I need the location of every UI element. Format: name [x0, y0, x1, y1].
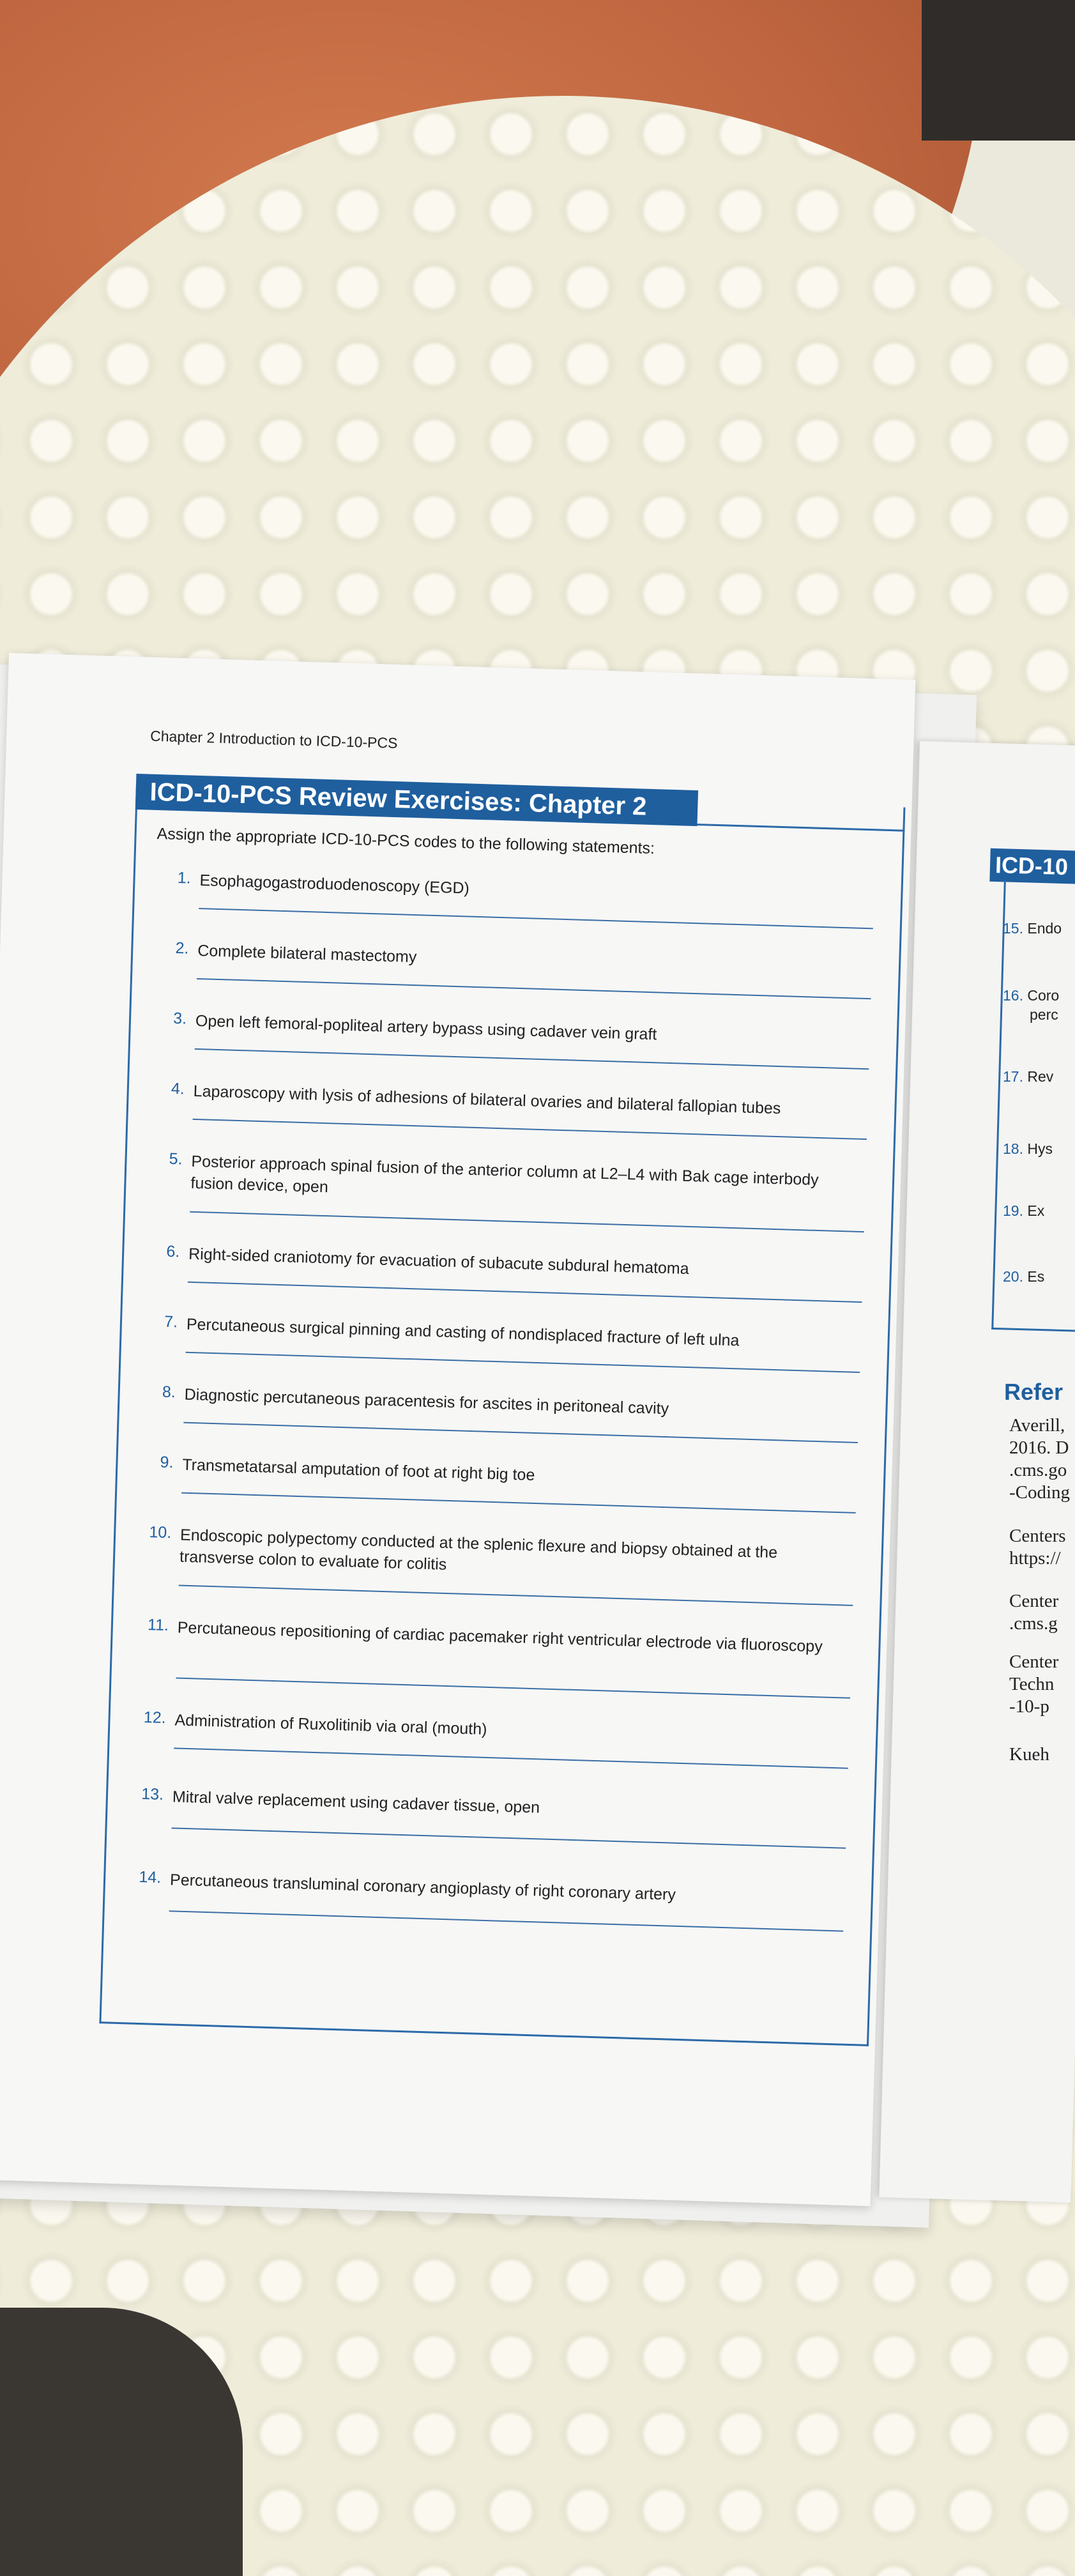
reference-line: .cms.go: [1009, 1460, 1067, 1480]
right-page-box: [991, 880, 1075, 1332]
exercise-number: 8.: [162, 1383, 176, 1402]
reference-line: Center: [1009, 1591, 1059, 1611]
exercise-number: 7.: [164, 1312, 178, 1331]
right-page-item: 19. Ex: [1003, 1202, 1045, 1219]
reference-line: Centers: [1009, 1526, 1066, 1546]
right-page-title: ICD-10: [989, 848, 1075, 884]
exercise-number: 13.: [141, 1784, 164, 1804]
exercise-text: Percutaneous surgical pinning and casting of nondisplaced fracture of left ulna: [186, 1315, 740, 1350]
exercise-text: Diagnostic percutaneous paracentesis for ascites in peritoneal cavity: [184, 1385, 669, 1418]
exercise-number: 6.: [166, 1242, 180, 1261]
exercise-number: 5.: [169, 1149, 183, 1169]
exercise-number: 2.: [175, 939, 189, 958]
page-title: ICD-10-PCS Review Exercises: Chapter 2: [135, 774, 698, 826]
reference-line: Center: [1009, 1652, 1059, 1672]
reference-line: -Coding: [1009, 1482, 1071, 1503]
exercise-text: Right-sided craniotomy for evacuation of subacute subdural hematoma: [188, 1245, 690, 1278]
exercise-number: 14.: [139, 1867, 162, 1887]
right-page-item: perc: [1030, 1006, 1058, 1023]
right-page-item: 18. Hys: [1003, 1140, 1053, 1157]
exercise-text: Administration of Ruxolitinib via oral (mouth): [174, 1711, 487, 1738]
exercise-text: Posterior approach spinal fusion of the anterior column at L2–L4 with Bak cage interbody fusion device, open: [190, 1152, 820, 1197]
textbook-page: [0, 653, 915, 2206]
instruction-text: Assign the appropriate ICD-10-PCS codes to the following statements:: [156, 825, 655, 858]
exercise-number: 3.: [172, 1009, 187, 1028]
dark-corner: [922, 0, 1075, 141]
right-page-item: 15. Endo: [1003, 920, 1062, 937]
exercise-text: Mitral valve replacement using cadaver tissue, open: [172, 1788, 540, 1817]
exercise-number: 12.: [143, 1708, 167, 1728]
exercise-text: Transmetatarsal amputation of foot at right big toe: [182, 1455, 535, 1484]
references-heading: Refer: [1004, 1379, 1064, 1405]
running-head: Chapter 2 Introduction to ICD-10-PCS: [149, 727, 398, 752]
exercise-text: Percutaneous transluminal coronary angioplasty of right coronary artery: [169, 1871, 676, 1904]
reference-line: Averill,: [1009, 1415, 1065, 1436]
exercise-text: Laparoscopy with lysis of adhesions of bilateral ovaries and bilateral fallopian tubes: [193, 1082, 781, 1118]
reference-line: -10-p: [1009, 1696, 1049, 1717]
reference-line: Techn: [1009, 1674, 1055, 1694]
exercise-number: 4.: [171, 1079, 185, 1098]
exercise-number: 9.: [160, 1453, 174, 1472]
right-page-item: 16. Coro: [1003, 987, 1060, 1004]
reference-line: .cms.g: [1009, 1613, 1058, 1634]
exercise-number: 10.: [149, 1523, 172, 1542]
reference-line: https://: [1009, 1548, 1061, 1568]
exercise-text: Open left femoral-popliteal artery bypass using cadaver vein graft: [195, 1011, 657, 1044]
exercise-number: 11.: [147, 1616, 169, 1635]
exercise-text: Endoscopic polypectomy conducted at the splenic flexure and biopsy obtained at the transverse colon to evaluate for colitis: [179, 1526, 778, 1574]
exercise-text: Percutaneous repositioning of cardiac pacemaker right ventricular electrode via fluoroscopy: [177, 1618, 823, 1656]
exercise-number: 1.: [177, 868, 192, 887]
right-page-item: 20. Es: [1003, 1268, 1045, 1285]
reference-line: Kueh: [1009, 1744, 1049, 1765]
right-page-item: 17. Rev: [1003, 1068, 1054, 1085]
reference-line: 2016. D: [1009, 1438, 1069, 1458]
exercise-text: Esophagogastroduodenoscopy (EGD): [199, 871, 470, 898]
exercise-text: Complete bilateral mastectomy: [197, 941, 417, 967]
